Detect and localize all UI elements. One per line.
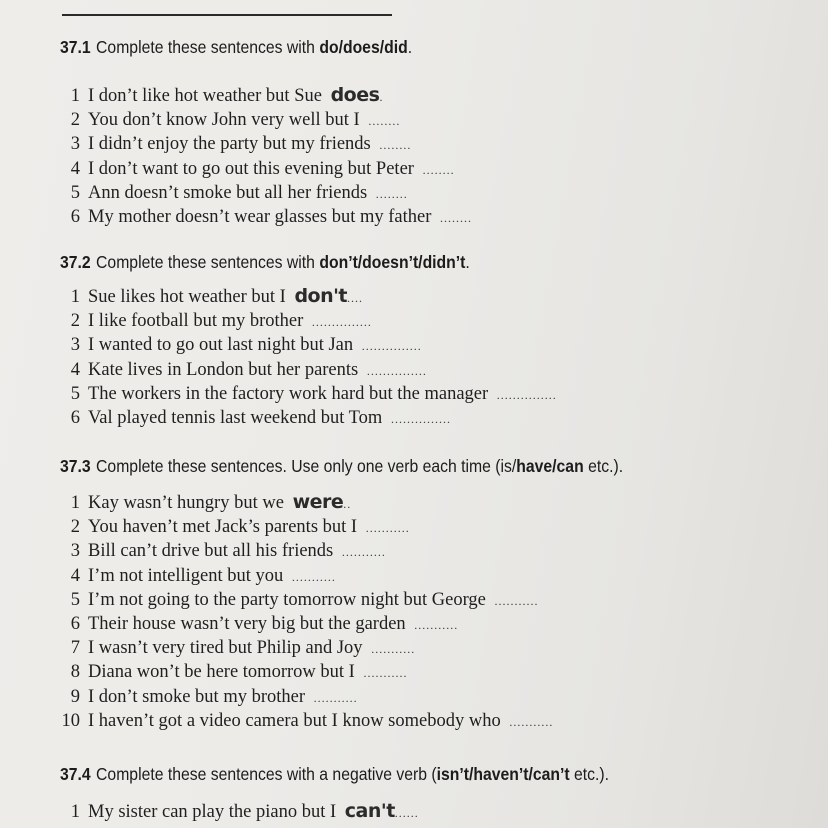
item-number: 10 xyxy=(61,710,80,731)
sentence-text: The workers in the factory work hard but the manager xyxy=(88,383,489,404)
item-number: 5 xyxy=(70,182,80,203)
sentence-item xyxy=(58,157,455,180)
exercise-number: 37.4 xyxy=(60,764,91,784)
item-number: 1 xyxy=(70,493,80,513)
exercise-heading xyxy=(60,456,623,477)
item-number: 6 xyxy=(70,207,80,227)
item-number: 1 xyxy=(70,802,80,822)
item-number: 3 xyxy=(70,541,80,562)
item-number: 2 xyxy=(70,110,80,131)
sentence-text: Their house wasn’t very big but the garden xyxy=(88,614,406,634)
sentence-item xyxy=(58,588,538,611)
answer-blank[interactable]: ............... xyxy=(366,363,427,378)
answer-blank[interactable]: ........... xyxy=(365,521,410,536)
exercise-keywords: do/does/did xyxy=(319,37,408,57)
sentence-text: I don’t like hot weather but Sue xyxy=(88,86,322,106)
item-number: 4 xyxy=(70,158,80,179)
sentence-text: You haven’t met Jack’s parents but I xyxy=(88,517,358,538)
exercise-heading xyxy=(60,764,609,785)
sentence-item xyxy=(58,612,458,635)
item-number: 9 xyxy=(70,686,80,707)
exercise-number: 37.1 xyxy=(60,37,91,57)
exercise-instruction: Complete these sentences with xyxy=(96,252,315,272)
handwritten-answer[interactable]: does xyxy=(330,84,380,106)
answer-blank[interactable]: ............... xyxy=(390,412,451,426)
sentence-item xyxy=(58,539,386,562)
exercise-number: 37.3 xyxy=(60,456,91,476)
sentence-text: I wasn’t very tired but Philip and Joy xyxy=(88,638,363,659)
exercise-instruction-end: etc.). xyxy=(583,456,624,476)
sentence-text: My mother doesn’t wear glasses but my father xyxy=(88,207,432,227)
exercise-heading xyxy=(60,37,412,58)
answer-blank[interactable]: .. xyxy=(343,497,352,511)
sentence-text: Bill can’t drive but all his friends xyxy=(88,541,334,562)
sentence-item xyxy=(58,205,472,228)
sentence-text: You don’t know John very well but I xyxy=(88,110,360,131)
item-number: 4 xyxy=(70,565,80,586)
sentence-text: I don’t smoke but my brother xyxy=(88,686,306,707)
handwritten-answer[interactable]: can't xyxy=(344,800,395,822)
sentence-item xyxy=(58,636,415,659)
item-number: 5 xyxy=(70,383,80,404)
top-rule xyxy=(62,14,392,16)
sentence-text: I haven’t got a video camera but I know somebody who xyxy=(88,710,501,731)
sentence-text: Kate lives in London but her parents xyxy=(88,359,359,380)
exercise-heading xyxy=(60,252,470,273)
sentence-text: Kay wasn’t hungry but we xyxy=(88,493,284,513)
answer-blank[interactable]: ........ xyxy=(368,114,401,129)
sentence-item xyxy=(58,285,363,308)
answer-blank[interactable]: ........ xyxy=(422,162,455,177)
item-number: 1 xyxy=(70,287,80,307)
exercise-instruction: Complete these sentences with xyxy=(96,37,315,57)
sentence-text: I wanted to go out last night but Jan xyxy=(88,335,354,356)
item-number: 3 xyxy=(70,134,80,155)
exercise-instruction-end: . xyxy=(407,37,413,57)
exercise-instruction-end: . xyxy=(465,252,470,272)
sentence-item xyxy=(58,333,422,356)
sentence-item xyxy=(58,515,410,538)
answer-blank[interactable]: ........... xyxy=(363,666,408,681)
answer-blank[interactable]: ........... xyxy=(494,593,539,608)
exercise-keywords: isn’t/haven’t/can’t xyxy=(436,764,570,784)
exercise-number: 37.2 xyxy=(60,252,91,272)
exercise-instruction: Complete these sentences with a negative verb ( xyxy=(96,764,437,784)
sentence-text: I don’t want to go out this evening but Peter xyxy=(88,158,414,179)
item-number: 6 xyxy=(70,614,80,634)
sentence-item xyxy=(58,358,427,381)
exercise-instruction: Complete these sentences. Use only one verb each time (is/ xyxy=(96,456,517,476)
answer-blank[interactable]: ........... xyxy=(291,569,336,584)
answer-blank[interactable]: ........ xyxy=(375,186,408,201)
item-number: 3 xyxy=(70,335,80,356)
answer-blank[interactable]: ........... xyxy=(341,545,386,560)
answer-blank[interactable]: ........... xyxy=(313,690,358,705)
sentence-item xyxy=(58,84,383,107)
sentence-item xyxy=(58,709,553,732)
item-number: 2 xyxy=(70,311,80,332)
sentence-item xyxy=(58,685,358,708)
item-number: 8 xyxy=(70,662,80,683)
answer-blank[interactable]: ........ xyxy=(379,138,412,153)
sentence-item xyxy=(58,309,372,332)
sentence-text: I like football but my brother xyxy=(88,311,304,332)
sentence-item xyxy=(58,132,411,155)
answer-blank[interactable]: ............... xyxy=(311,315,372,330)
answer-blank[interactable]: ........... xyxy=(414,618,459,632)
sentence-item xyxy=(58,382,557,405)
sentence-item xyxy=(58,660,407,683)
item-number: 4 xyxy=(70,359,80,380)
sentence-text: I’m not going to the party tomorrow night but George xyxy=(88,589,486,610)
handwritten-answer[interactable]: don't xyxy=(294,285,348,307)
answer-blank[interactable]: ........... xyxy=(509,714,554,729)
item-number: 7 xyxy=(70,638,80,659)
sentence-item xyxy=(58,406,451,429)
item-number: 2 xyxy=(70,517,80,538)
answer-blank[interactable]: .... xyxy=(347,291,364,305)
sentence-text: My sister can play the piano but I xyxy=(88,802,337,822)
answer-blank[interactable]: ........ xyxy=(440,211,472,225)
sentence-text: Ann doesn’t smoke but all her friends xyxy=(88,182,368,203)
sentence-item xyxy=(58,108,400,131)
item-number: 5 xyxy=(70,589,80,610)
handwritten-answer[interactable]: were xyxy=(292,491,344,513)
sentence-text: Sue likes hot weather but I xyxy=(88,287,286,307)
sentence-item xyxy=(58,491,351,514)
sentence-text: Diana won’t be here tomorrow but I xyxy=(88,662,355,683)
answer-blank[interactable]: ............... xyxy=(496,387,557,402)
exercise-keywords: don’t/doesn’t/didn’t xyxy=(319,252,466,272)
item-number: 6 xyxy=(70,408,80,428)
sentence-item xyxy=(58,181,408,204)
answer-blank[interactable]: ............... xyxy=(361,339,422,354)
sentence-text: I didn’t enjoy the party but my friends xyxy=(88,134,371,155)
answer-blank[interactable]: . xyxy=(379,90,384,104)
sentence-item xyxy=(58,564,336,587)
sentence-text: Val played tennis last weekend but Tom xyxy=(88,408,383,428)
exercise-instruction-end: etc.). xyxy=(569,764,610,784)
sentence-text: I’m not intelligent but you xyxy=(88,565,284,586)
item-number: 1 xyxy=(70,86,80,106)
answer-blank[interactable]: ........... xyxy=(371,642,416,657)
answer-blank[interactable]: ...... xyxy=(394,806,419,820)
exercise-keywords: have/can xyxy=(516,456,584,476)
sentence-item xyxy=(58,800,419,823)
